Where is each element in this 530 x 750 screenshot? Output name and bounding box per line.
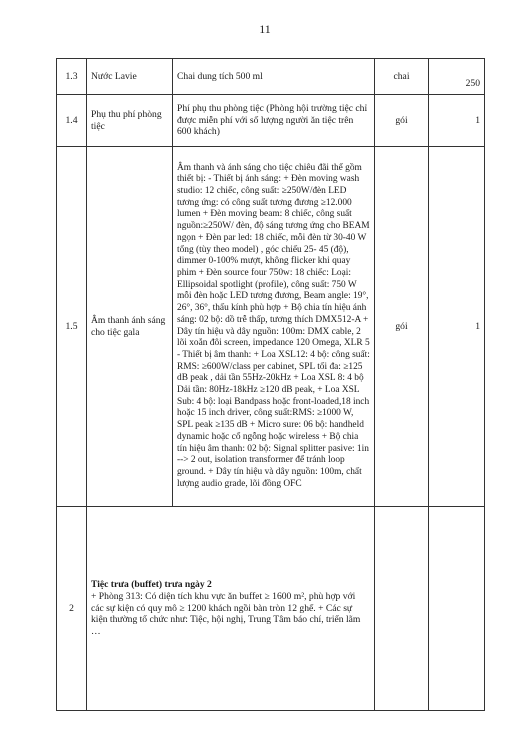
page-number: 11 (259, 22, 271, 36)
item-details (87, 507, 375, 711)
row-number: 1.3 (57, 59, 87, 95)
item-quantity-value: 250 (465, 77, 480, 89)
item-quantity (429, 507, 485, 711)
specification-table (56, 58, 485, 711)
item-title: Tiệc trưa (buffet) trưa ngày 2 (91, 578, 212, 590)
item-name: Phụ thu phí phòng tiệc (87, 95, 173, 147)
row-number: 2 (57, 507, 87, 711)
item-quantity (429, 59, 485, 95)
item-unit: gói (375, 95, 429, 147)
row-number: 1.4 (57, 95, 87, 147)
item-description: Âm thanh và ánh sáng cho tiệc chiêu đãi thể gồm thiết bị: - Thiết bị ánh sáng: + Đèn moving wash studio: 12 chiếc, công suất: ≥250W/đèn LED tương ứng: có công suất tương đương ≥12.000 lumen + Đèn moving beam: 8 chiếc, công suất nguồn:≥250W/ đèn, độ sáng tương ứng cho BEAM ngọn + Đèn par led: 18 chiếc, mỗi đèn từ 30-40 W tổng (tùy theo model) , góc chiếu 25- 45 (độ), dimmer 0-100% mượt, không flicker khi quay phim + Đèn source four 750w: 18 chiếc: Loại: Ellipsoidal spotlight (profile), công suất: 750 W mỗi đèn hoặc LED tương đương, Beam angle: 19°, 26°, 36°, thấu kính phù hợp + Bộ chia tín hiệu ánh sáng: 02 bộ: dồ trễ thấp, tương thích DMX512-A + Dây tín hiệu và dây nguồn: 100m: DMX cable, 2 lõi xoắn đôi screen, impedance 120 Omega, XLR 5 - Thiết bị âm thanh: + Loa XSL12: 4 bộ: công suất: RMS: ≥600W/class per cabinet, SPL tối đa: ≥125 dB peak , dải tần 55Hz-20kHz + Loa XSL 8: 4 bộ Dải tần: 80Hz-18kHz ≥120 dB peak, + Loa XSL Sub: 4 bộ: loại Bandpass hoặc front-loaded,18 inch hoặc 15 inch driver, công suất:RMS: ≥1000 W, SPL peak ≥135 dB + Micro sure: 06 bộ: handheld dynamic hoặc cổ ngỗng hoặc wireless + Bộ chia tín hiệu âm thanh: 02 bộ: Signal splitter pasive: 1in --> 2 out, isolation transformer để tránh loop ground. + Dây tín hiệu và dây nguồn: 100m, chất lượng audio grade, lõi đồng OFC (173, 147, 375, 507)
table-row (57, 95, 485, 147)
item-name: Âm thanh ánh sáng cho tiệc gala (87, 147, 173, 507)
item-unit: gói (375, 147, 429, 507)
item-quantity: 1 (429, 95, 485, 147)
table-row (57, 147, 485, 507)
item-description: Chai dung tích 500 ml (173, 59, 375, 95)
table-row (57, 507, 485, 711)
item-description: + Phòng 313: Có diện tích khu vực ăn buffet ≥ 1600 m², phù hợp với các sự kiện có quy mô ≥ 1200 khách ngồi bàn tròn 12 ghế. + Các sự kiện thường tổ chức như: Tiệc, hội nghị, Trung Tâm báo chí, triển lãm … (91, 590, 361, 638)
table-row (57, 59, 485, 95)
item-description: Phí phụ thu phòng tiệc (Phòng hội trường tiệc chỉ được miễn phí với số lượng người ăn tiệc trên 600 khách) (173, 95, 375, 147)
item-quantity: 1 (429, 147, 485, 507)
item-name: Nước Lavie (87, 59, 173, 95)
item-unit (375, 507, 429, 711)
row-number: 1.5 (57, 147, 87, 507)
item-unit: chai (375, 59, 429, 95)
